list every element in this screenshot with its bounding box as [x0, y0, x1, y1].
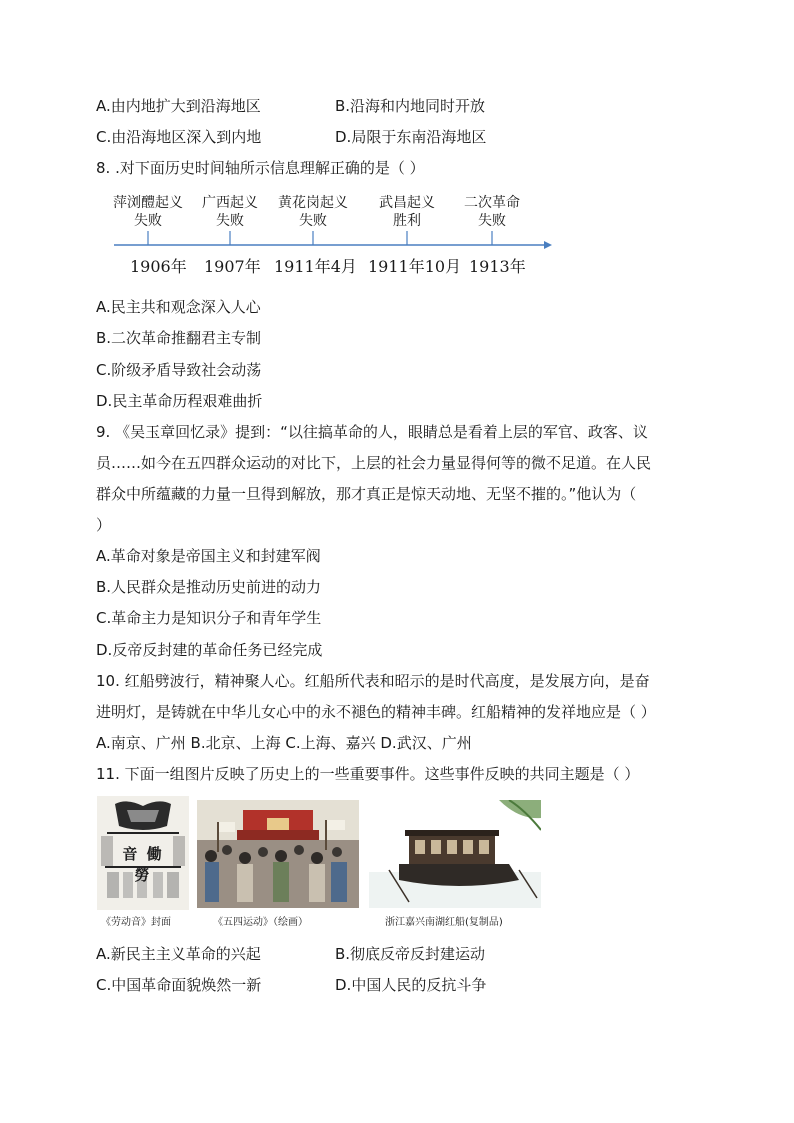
q11-option-c: C.中国革命面貌焕然一新 [96, 976, 262, 994]
red-boat-icon [369, 800, 541, 908]
timeline-event-2-name: 广西起义 [202, 195, 258, 211]
image-labor-voice-cover [97, 796, 189, 914]
timeline-year-3: 1911年4月 [274, 257, 357, 276]
image-red-boat [369, 800, 541, 912]
q9-option-a: A.革命对象是帝国主义和封建军阀 [96, 547, 321, 565]
q9-option-d: D.反帝反封建的革命任务已经完成 [96, 641, 323, 659]
q7-option-c: C.由沿海地区深入到内地 [96, 128, 262, 146]
q11-option-b: B.彻底反帝反封建运动 [335, 945, 486, 963]
q8-option-c: C.阶级矛盾导致社会动荡 [96, 361, 262, 379]
timeline-year-1: 1906年 [130, 257, 187, 276]
timeline-year-5: 1913年 [469, 257, 526, 276]
timeline-event-3-result: 失败 [299, 213, 327, 229]
caption-may-fourth: 《五四运动》（绘画） [213, 917, 308, 928]
q9-stem-line-4: ） [96, 516, 112, 534]
q10-stem-line-1: 10. 红船劈波行，精神聚人心。红船所代表和昭示的是时代高度，是发展方向，是奋 [96, 672, 650, 690]
q9-stem-line-2: 员……如今在五四群众运动的对比下，上层的社会力量显得何等的微不足道。在人民 [96, 454, 652, 472]
labor-voice-title: 音 働 勞 [122, 845, 164, 884]
q9-option-b: B.人民群众是推动历史前进的动力 [96, 578, 322, 596]
timeline-year-4: 1911年10月 [368, 257, 462, 276]
image-may-fourth-painting [197, 800, 359, 912]
timeline-event-4-result: 胜利 [393, 213, 421, 229]
timeline-event-3-name: 黄花岗起义 [278, 195, 348, 211]
q8-option-a: A.民主共和观念深入人心 [96, 298, 261, 316]
q8-timeline [96, 190, 556, 280]
timeline-event-1-name: 萍浏醴起义 [113, 195, 183, 211]
q7-option-b: B.沿海和内地同时开放 [335, 97, 486, 115]
q10-options: A.南京、广州 B.北京、上海 C.上海、嘉兴 D.武汉、广州 [96, 734, 472, 752]
q7-option-a: A.由内地扩大到沿海地区 [96, 97, 261, 115]
timeline-event-4-name: 武昌起义 [379, 195, 435, 211]
q8-option-b: B.二次革命推翻君主专制 [96, 329, 262, 347]
timeline-event-5-result: 失败 [478, 213, 506, 229]
q8-option-d: D.民主革命历程艰难曲折 [96, 392, 263, 410]
timeline-year-2: 1907年 [204, 257, 261, 276]
q8-stem: 8. .对下面历史时间轴所示信息理解正确的是（ ） [96, 159, 425, 177]
q11-option-a: A.新民主主义革命的兴起 [96, 945, 261, 963]
caption-labor-voice: 《劳动音》封面 [101, 917, 171, 928]
q9-option-c: C.革命主力是知识分子和青年学生 [96, 609, 322, 627]
q9-stem-line-1: 9. 《吴玉章回忆录》提到：“以往搞革命的人，眼睛总是看着上层的军官、政客、议 [96, 423, 648, 441]
q11-stem: 11. 下面一组图片反映了历史上的一些重要事件。这些事件反映的共同主题是（ ） [96, 765, 640, 783]
q9-stem-line-3: 群众中所蕴藏的力量一旦得到解放，那才真正是惊天动地、无坚不摧的。”他认为（ [96, 485, 637, 503]
timeline-event-1-result: 失败 [134, 213, 162, 229]
q7-option-d: D.局限于东南沿海地区 [335, 128, 487, 146]
timeline-event-2-result: 失败 [216, 213, 244, 229]
protest-painting-icon [197, 800, 359, 908]
caption-red-boat: 浙江嘉兴南湖红船(复制品) [385, 917, 503, 928]
q11-option-d: D.中国人民的反抗斗争 [335, 976, 487, 994]
q10-stem-line-2: 进明灯，是铸就在中华儿女心中的永不褪色的精神丰碑。红船精神的发祥地应是（ ） [96, 703, 656, 721]
timeline-event-5-name: 二次革命 [464, 195, 520, 211]
timeline-event-5 [437, 194, 547, 230]
